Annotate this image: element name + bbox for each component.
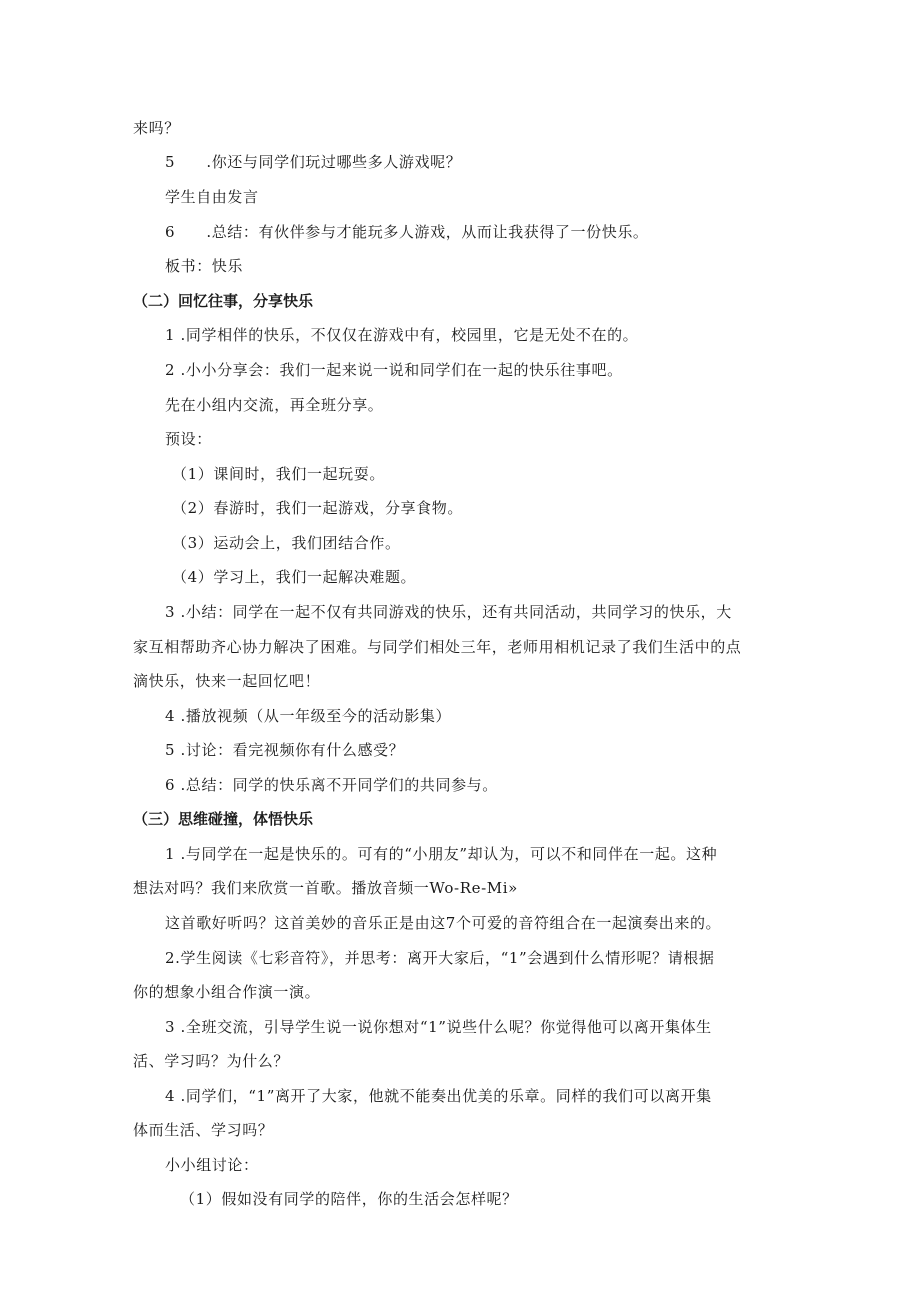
text-line: 板书：快乐: [165, 257, 244, 275]
text-line: 小小组讨论：: [165, 1156, 259, 1174]
text-line: 1 .与同学在一起是快乐的。可有的“小朋友”却认为，可以不和同伴在一起。这种: [165, 845, 718, 863]
text-line: 1 .同学相伴的快乐，不仅仅在游戏中有，校园里，它是无处不在的。: [165, 326, 639, 344]
text-line: 2.学生阅读《七彩音符》，并思考：离开大家后，“1”会遇到什么情形呢？请根据: [165, 949, 715, 967]
text-line: 6 .总结：有伙伴参与才能玩多人游戏，从而让我获得了一份快乐。: [165, 223, 649, 241]
text-line: 先在小组内交流，再全班分享。: [165, 396, 384, 414]
text-line: 滴快乐，快来一起回忆吧！: [133, 672, 321, 690]
text-line: 5 .你还与同学们玩过哪些多人游戏呢？: [165, 153, 462, 171]
text-line: 5 .讨论：看完视频你有什么感受？: [165, 741, 405, 759]
text-line: 学生自由发言: [165, 188, 259, 206]
list-item: （1）假如没有同学的陪伴，你的生活会怎样呢？: [180, 1190, 518, 1208]
text-line: 4 .同学们，“1”离开了大家，他就不能奏出优美的乐章。同样的我们可以离开集: [165, 1087, 712, 1105]
text-line: 预设：: [165, 430, 212, 448]
text-line: 你的想象小组合作演一演。: [133, 983, 321, 1001]
list-item: （1）课间时，我们一起玩耍。: [172, 465, 385, 483]
text-line: 体而生活、学习吗？: [133, 1121, 274, 1139]
text-line: 想法对吗？我们来欣赏一首歌。播放音频一Wo-Re-Mi»: [133, 879, 518, 897]
text-line: 这首歌好听吗？这首美妙的音乐正是由这7个可爱的音符组合在一起演奏出来的。: [165, 914, 722, 932]
text-line: 3 .全班交流，引导学生说一说你想对“1”说些什么呢？你觉得他可以离开集体生: [165, 1018, 712, 1036]
text-line: 4 .播放视频（从一年级至今的活动影集）: [165, 707, 452, 725]
list-item: （4）学习上，我们一起解决难题。: [172, 568, 417, 586]
text-line: 3 .小结：同学在一起不仅有共同游戏的快乐，还有共同活动，共同学习的快乐，大: [165, 603, 732, 621]
list-item: （3）运动会上，我们团结合作。: [172, 534, 401, 552]
list-item: （2）春游时，我们一起游戏，分享食物。: [172, 499, 463, 517]
section-heading: （二）回忆往事，分享快乐: [133, 292, 314, 310]
section-heading: （三）思维碰撞，体悟快乐: [133, 810, 314, 828]
text-line: 家互相帮助齐心协力解决了困难。与同学们相处三年，老师用相机记录了我们生活中的点: [133, 638, 742, 656]
text-line: 活、学习吗？为什么？: [133, 1052, 290, 1070]
text-line: 6 .总结：同学的快乐离不开同学们的共同参与。: [165, 776, 498, 794]
text-line: 2 .小小分享会：我们一起来说一说和同学们在一起的快乐往事吧。: [165, 361, 623, 379]
text-line: 来吗？: [133, 119, 180, 137]
